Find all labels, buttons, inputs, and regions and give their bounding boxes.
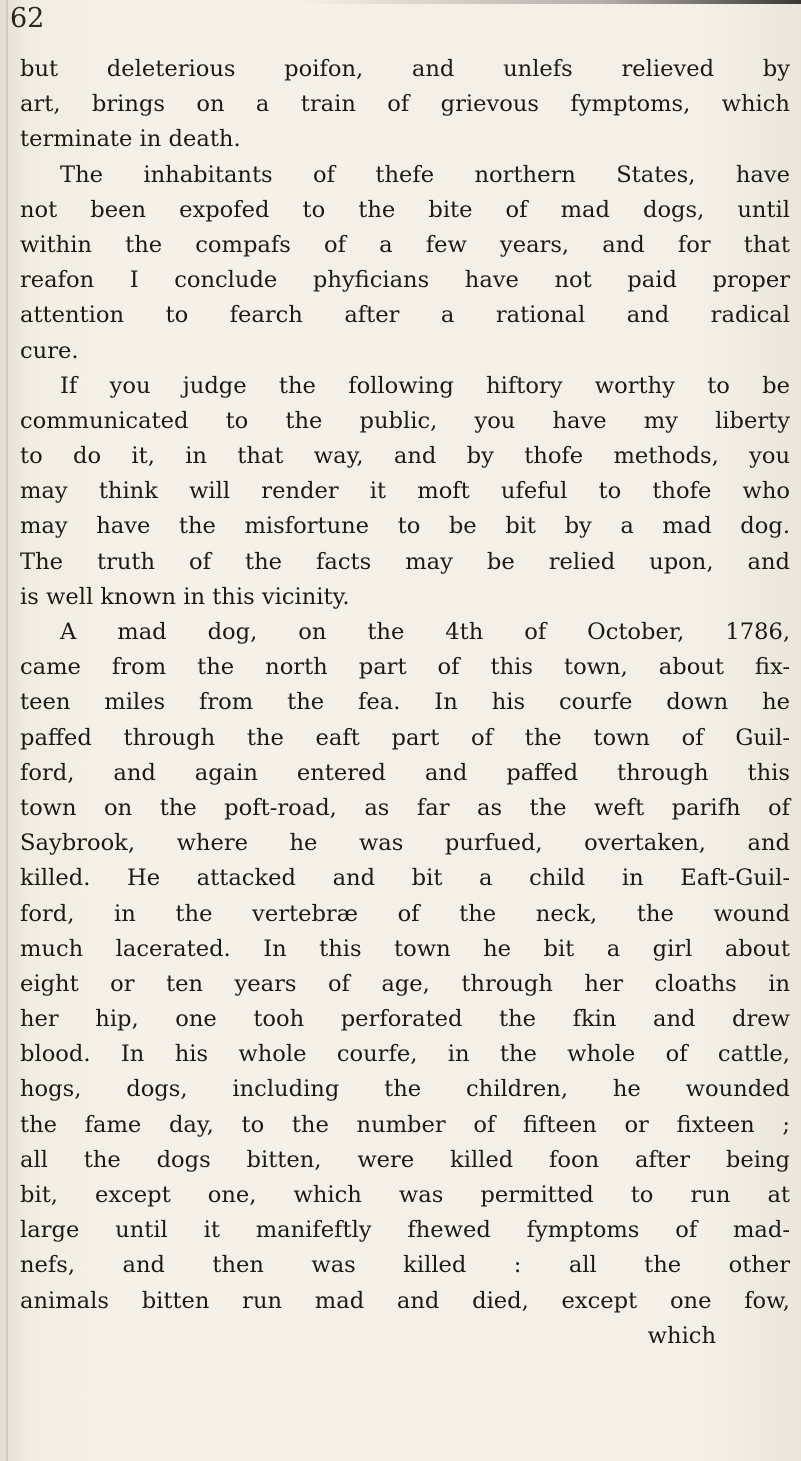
page-gutter-edge xyxy=(6,0,8,1461)
text-line: within the compafs of a few years, and for that xyxy=(20,231,790,258)
text-line: cure. xyxy=(20,337,79,364)
text-line: eight or ten years of age, through her cloaths in xyxy=(20,970,790,997)
text-line: blood. In his whole courfe, in the whole of cattle, xyxy=(20,1041,790,1068)
text-line: ford, and again entered and paffed through this xyxy=(20,759,790,786)
text-line: communicated to the public, you have my liberty xyxy=(20,407,790,434)
text-line: to do it, in that way, and by thofe methods, you xyxy=(20,443,790,470)
page-top-shadow xyxy=(300,0,801,4)
text-line: the fame day, to the number of fifteen or fixteen ; xyxy=(20,1111,790,1138)
text-line: may think will render it moft ufeful to thofe who xyxy=(20,478,790,505)
body-text xyxy=(20,52,790,1354)
text-line: If you judge the following hiftory worthy to be xyxy=(60,372,790,399)
text-line: all the dogs bitten, were killed foon after being xyxy=(20,1146,790,1173)
text-line: Saybrook, where he was purfued, overtaken, and xyxy=(20,830,790,857)
text-line: her hip, one tooh perforated the fkin and drew xyxy=(20,1006,790,1033)
text-line: attention to fearch after a rational and radical xyxy=(20,302,790,329)
text-line: nefs, and then was killed : all the other xyxy=(20,1252,790,1279)
text-line: is well known in this vicinity. xyxy=(20,583,350,610)
text-line: killed. He attacked and bit a child in Eaft-Guil- xyxy=(20,865,790,892)
text-line: hogs, dogs, including the children, he wounded xyxy=(20,1076,790,1103)
text-line: The inhabitants of thefe northern States, have xyxy=(60,161,790,188)
page-number: 62 xyxy=(10,3,45,34)
text-line: teen miles from the fea. In his courfe down he xyxy=(20,689,790,716)
text-line: much lacerated. In this town he bit a girl about xyxy=(20,935,790,962)
text-line: but deleterious poifon, and unlefs relieved by xyxy=(20,56,790,82)
text-line: art, brings on a train of grievous fymptoms, which xyxy=(20,91,790,118)
catchword: which xyxy=(647,1322,716,1349)
text-line: reafon I conclude phyficians have not paid proper xyxy=(20,267,790,294)
text-line: came from the north part of this town, about fix- xyxy=(20,654,790,681)
text-line: terminate in death. xyxy=(20,126,241,153)
text-line: town on the poft-road, as far as the weft parifh of xyxy=(20,794,790,821)
text-line: A mad dog, on the 4th of October, 1786, xyxy=(60,619,790,645)
text-line: not been expofed to the bite of mad dogs, until xyxy=(20,196,790,223)
text-line: ford, in the vertebræ of the neck, the wound xyxy=(20,900,790,927)
text-line: animals bitten run mad and died, except one fow, xyxy=(20,1287,790,1314)
text-line: large until it manifeftly fhewed fymptoms of mad- xyxy=(20,1217,790,1244)
text-line: may have the misfortune to be bit by a mad dog. xyxy=(20,513,790,540)
text-line: bit, except one, which was permitted to run at xyxy=(20,1182,790,1208)
text-line: paffed through the eaft part of the town of Guil- xyxy=(20,724,790,751)
text-line: The truth of the facts may be relied upon, and xyxy=(20,548,790,575)
